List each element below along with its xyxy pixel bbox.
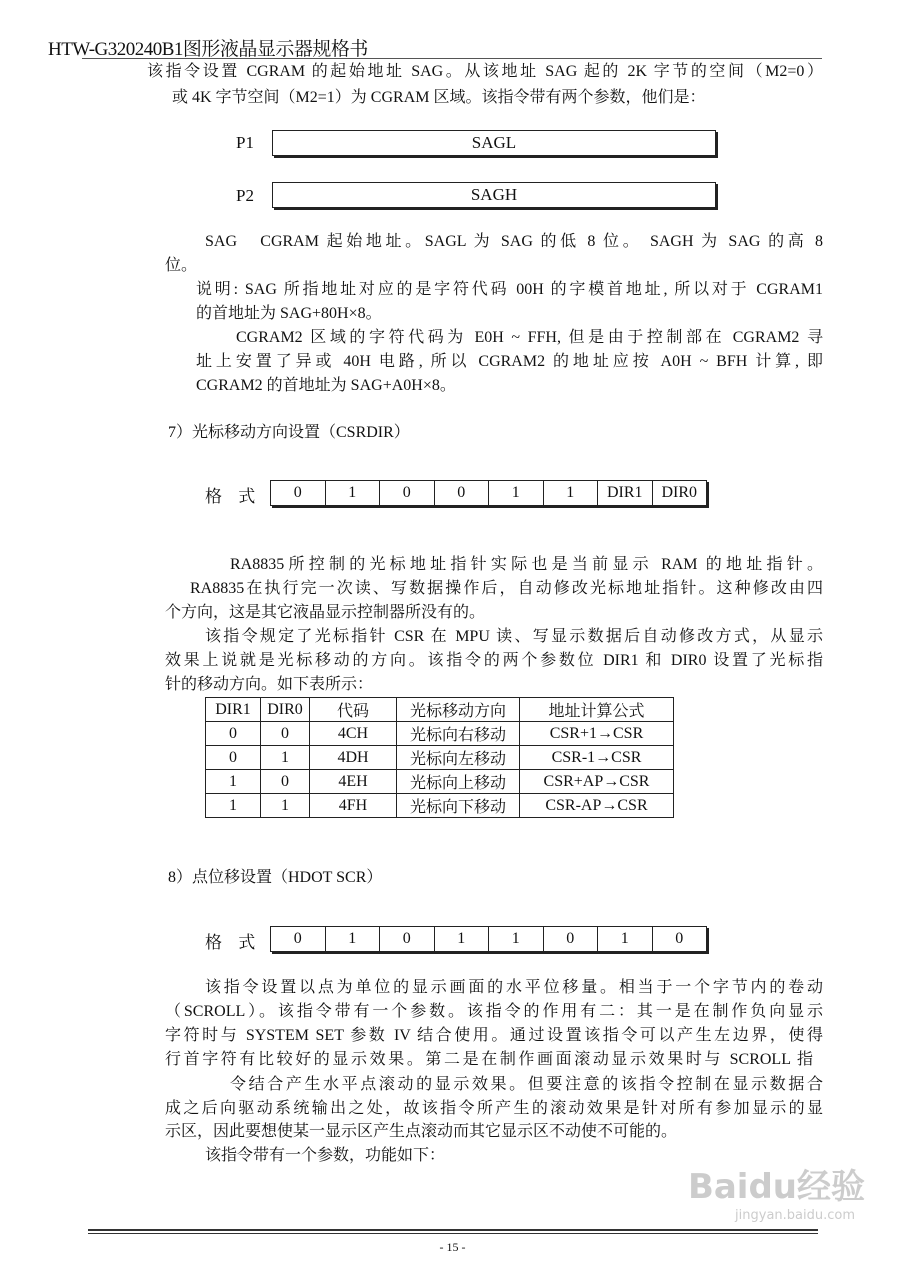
note-line: 说明: SAG 所指地址对应的是字符代码 00H 的字模首地址, 所以对于 CGRAM1 — [196, 281, 823, 298]
param-box: SAGH — [272, 182, 716, 208]
bit-cell: 0 — [380, 481, 435, 505]
para-line: 字符时与 SYSTEM SET 参数 IV 结合使用。通过设置该指令可以产生左边界，使得 — [165, 1027, 823, 1044]
bit-cell: 0 — [544, 927, 599, 951]
cell: 0 — [261, 770, 310, 794]
section-heading: 8）点位移设置（HDOT SCR） — [168, 869, 383, 886]
table-header: DIR1 — [206, 698, 261, 722]
direction-table — [205, 697, 674, 818]
para-line: 个方向，这是其它液晶显示控制器所没有的。 — [165, 604, 486, 621]
format-bits-row — [270, 926, 707, 952]
para-line: 示区，因此要想使某一显示区产生点滚动而其它显示区不动使不可能的。 — [165, 1123, 678, 1140]
cell: 光标向左移动 — [397, 746, 520, 770]
watermark-url: jingyan.baidu.com — [735, 1208, 855, 1223]
cell: CSR-1→CSR — [520, 746, 674, 770]
cell: 0 — [206, 722, 261, 746]
para-line: 针的移动方向。如下表所示： — [165, 676, 374, 693]
format-bits-row — [270, 480, 707, 506]
bit-cell: 1 — [435, 927, 490, 951]
para-line: 行首字符有比较好的显示效果。第二是在制作画面滚动显示效果时与 SCROLL 指 — [165, 1051, 813, 1068]
table-header: DIR0 — [261, 698, 310, 722]
cell: 1 — [261, 794, 310, 818]
param-label: P2 — [236, 186, 254, 205]
sag-desc-line: SAG CGRAM 起始地址。SAGL 为 SAG 的低 8 位。 SAGH 为 SAG 的高 8 — [205, 233, 823, 250]
cell: 光标向下移动 — [397, 794, 520, 818]
table-header: 代码 — [310, 698, 397, 722]
bit-cell: 1 — [544, 481, 599, 505]
format-label: 格 式 — [205, 487, 262, 506]
footer-rule — [88, 1229, 818, 1231]
para-line: RA8835在执行完一次读、写数据操作后，自动修改光标地址指针。这种修改由四 — [190, 580, 823, 597]
header-rule — [82, 58, 822, 59]
table-header: 地址计算公式 — [520, 698, 674, 722]
bit-cell: 1 — [489, 481, 544, 505]
cell: 光标向上移动 — [397, 770, 520, 794]
bit-cell: 0 — [435, 481, 490, 505]
cell: CSR-AP→CSR — [520, 794, 674, 818]
watermark-logo: Baidu经验 — [687, 1167, 865, 1207]
bit-cell: DIR0 — [661, 484, 698, 501]
cell: 4FH — [310, 794, 397, 818]
bit-cell: 1 — [489, 927, 544, 951]
bit-cell: 0 — [271, 927, 326, 951]
cell: 0 — [261, 722, 310, 746]
param-label: P1 — [236, 133, 254, 152]
table-header: 光标移动方向 — [397, 698, 520, 722]
intro-line: 该指令设置 CGRAM 的起始地址 SAG。从该地址 SAG 起的 2K 字节的空间（M2=0） — [147, 63, 823, 80]
bit-cell: 0 — [380, 927, 435, 951]
cell: 4CH — [310, 722, 397, 746]
cell: 1 — [206, 794, 261, 818]
note-line: CGRAM2 区域的字符代码为 E0H ~ FFH, 但是由于控制部在 CGRAM2 寻 — [236, 329, 823, 346]
table-row — [206, 722, 674, 746]
para-line: 该指令设置以点为单位的显示画面的水平位移量。相当于一个字节内的卷动 — [205, 979, 823, 996]
bit-cell: 1 — [326, 927, 381, 951]
header-title: HTW-G320240B1图形液晶显示器规格书 — [48, 39, 368, 60]
footer-rule — [88, 1233, 818, 1234]
page-number: - 15 - — [439, 1240, 466, 1254]
bit-cell: 1 — [598, 927, 653, 951]
bit-cell: 1 — [326, 481, 381, 505]
cell: 0 — [206, 746, 261, 770]
bit-cell: 0 — [271, 481, 326, 505]
para-line: 令结合产生水平点滚动的显示效果。但要注意的该指令控制在显示数据合 — [230, 1076, 823, 1093]
note-line: 址上安置了异或 40H 电路, 所以 CGRAM2 的地址应按 A0H ~ BFH 计算, 即 — [196, 353, 823, 370]
cell: CSR+1→CSR — [520, 722, 674, 746]
note-line: CGRAM2 的首地址为 SAG+A0H×8。 — [196, 377, 456, 394]
cell: 4DH — [310, 746, 397, 770]
format-label: 格 式 — [205, 933, 262, 952]
cell: 4EH — [310, 770, 397, 794]
para-line: RA8835所控制的光标地址指针实际也是当前显示 RAM 的地址指针。 — [230, 556, 823, 573]
cell: 1 — [261, 746, 310, 770]
bit-cell: 0 — [675, 930, 684, 947]
sag-desc-line: 位。 — [165, 257, 198, 274]
table-row — [206, 770, 674, 794]
para-line: （SCROLL）。该指令带有一个参数。该指令的作用有二：其一是在制作负向显示 — [165, 1003, 823, 1020]
intro-line: 或 4K 字节空间（M2=1）为 CGRAM 区域。该指令带有两个参数，他们是： — [172, 89, 706, 106]
section-heading: 7）光标移动方向设置（CSRDIR） — [168, 424, 410, 441]
para-line: 成之后向驱动系统输出之处，故该指令所产生的滚动效果是针对所有参加显示的显 — [165, 1100, 823, 1117]
cell: 1 — [206, 770, 261, 794]
param-box: SAGL — [272, 130, 716, 156]
cell: 光标向右移动 — [397, 722, 520, 746]
note-line: 的首地址为 SAG+80H×8。 — [196, 305, 382, 322]
table-row — [206, 746, 674, 770]
table-row — [206, 794, 674, 818]
para-line: 效果上说就是光标移动的方向。该指令的两个参数位 DIR1 和 DIR0 设置了光标指 — [165, 652, 823, 669]
para-line: 该指令规定了光标指针 CSR 在 MPU 读、写显示数据后自动修改方式，从显示 — [205, 628, 823, 645]
table-header-row — [206, 698, 674, 722]
bit-cell: DIR1 — [598, 481, 653, 505]
para-line: 该指令带有一个参数，功能如下： — [205, 1147, 446, 1164]
cell: CSR+AP→CSR — [520, 770, 674, 794]
